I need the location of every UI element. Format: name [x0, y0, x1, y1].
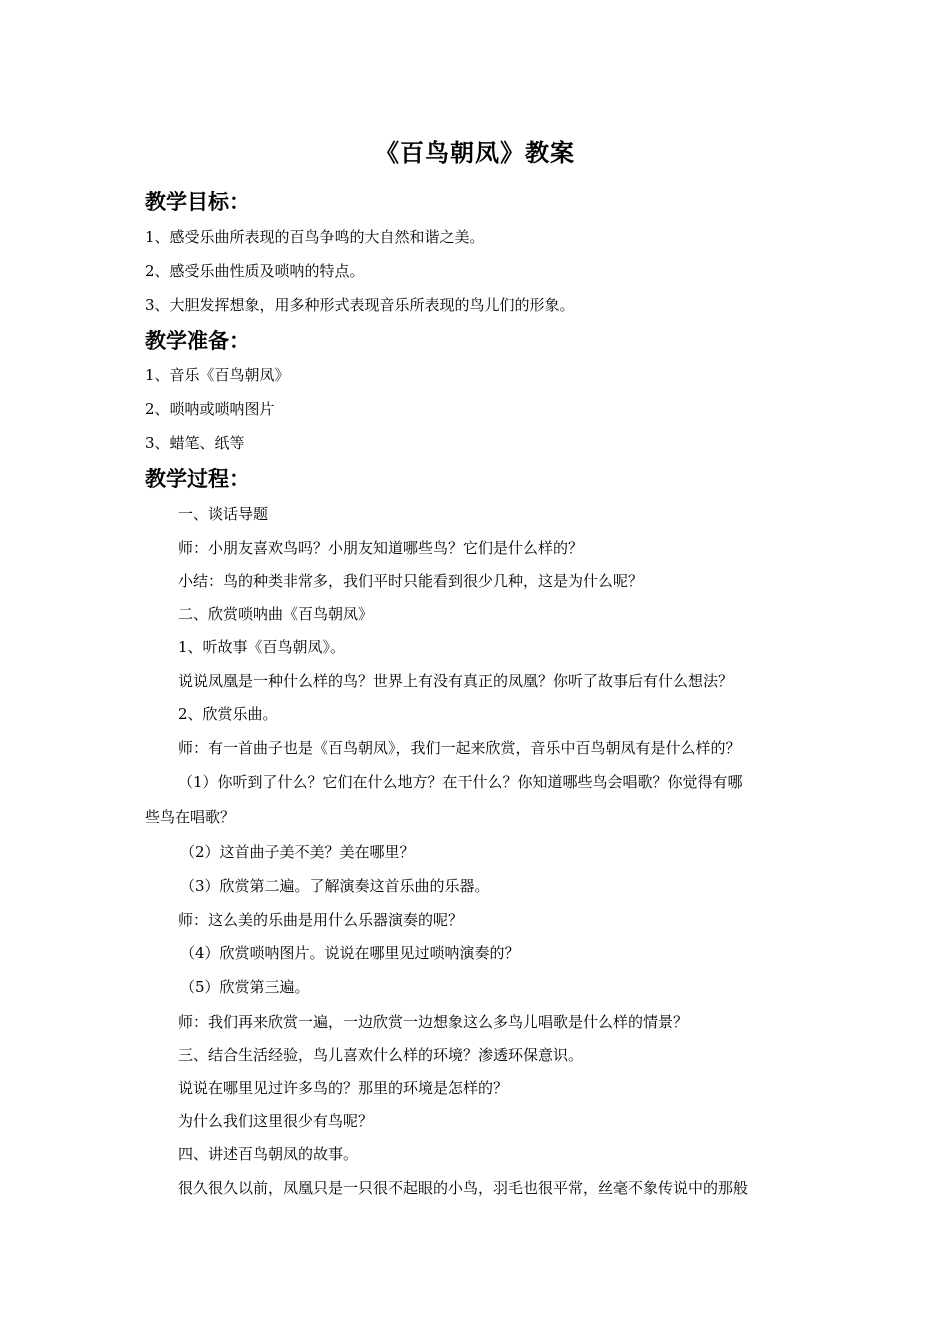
- objective-item: 1、感受乐曲所表现的百鸟争鸣的大自然和谐之美。: [145, 228, 485, 246]
- objective-item: 2、感受乐曲性质及唢呐的特点。: [145, 262, 365, 280]
- process-line: 很久很久以前，凤凰只是一只很不起眼的小鸟，羽毛也很平常，丝毫不象传说中的那般: [178, 1179, 749, 1197]
- preparation-item: 1、音乐《百鸟朝凤》: [145, 366, 290, 384]
- process-line: 2、欣赏乐曲。: [178, 705, 278, 723]
- process-line: （4）欣赏唢呐图片。说说在哪里见过唢呐演奏的？: [180, 944, 520, 962]
- process-heading: 教学过程：: [145, 466, 250, 491]
- process-line: 说说在哪里见过许多鸟的？那里的环境是怎样的？: [178, 1079, 509, 1097]
- process-line: 二、欣赏唢呐曲《百鸟朝凤》: [178, 605, 374, 623]
- process-line: （1）你听到了什么？它们在什么地方？在干什么？你知道哪些鸟会唱歌？你觉得有哪: [178, 773, 743, 791]
- process-line: 为什么我们这里很少有鸟呢？: [178, 1112, 374, 1130]
- objectives-heading: 教学目标：: [145, 189, 250, 214]
- process-line: 小结：鸟的种类非常多，我们平时只能看到很少几种，这是为什么呢？: [178, 572, 644, 590]
- objective-item: 3、大胆发挥想象，用多种形式表现音乐所表现的鸟儿们的形象。: [145, 296, 575, 314]
- process-line: （5）欣赏第三遍。: [180, 978, 310, 996]
- process-line: 说说凤凰是一种什么样的鸟？世界上有没有真正的凤凰？你听了故事后有什么想法？: [178, 672, 734, 690]
- process-line: 些鸟在唱歌？: [145, 808, 236, 826]
- process-line: 一、谈话导题: [178, 505, 269, 523]
- process-line: （3）欣赏第二遍。了解演奏这首乐曲的乐器。: [180, 877, 490, 895]
- process-line: 师：小朋友喜欢鸟吗？小朋友知道哪些鸟？它们是什么样的？: [178, 539, 584, 557]
- process-line: 师：这么美的乐曲是用什么乐器演奏的呢？: [178, 911, 464, 929]
- process-line: （2）这首曲子美不美？美在哪里？: [180, 843, 415, 861]
- preparation-item: 3、蜡笔、纸等: [145, 434, 245, 452]
- process-line: 1、听故事《百鸟朝凤》。: [178, 638, 346, 656]
- process-line: 四、讲述百鸟朝凤的故事。: [178, 1145, 359, 1163]
- process-line: 师：我们再来欣赏一遍，一边欣赏一边想象这么多鸟儿唱歌是什么样的情景？: [178, 1013, 689, 1031]
- preparation-heading: 教学准备：: [145, 328, 250, 353]
- process-line: 三、结合生活经验，鸟儿喜欢什么样的环境？渗透环保意识。: [178, 1046, 584, 1064]
- document-title: 《百鸟朝凤》教案: [375, 138, 575, 167]
- preparation-item: 2、唢呐或唢呐图片: [145, 400, 275, 418]
- process-line: 师：有一首曲子也是《百鸟朝凤》，我们一起来欣赏，音乐中百鸟朝凤有是什么样的？: [178, 739, 741, 757]
